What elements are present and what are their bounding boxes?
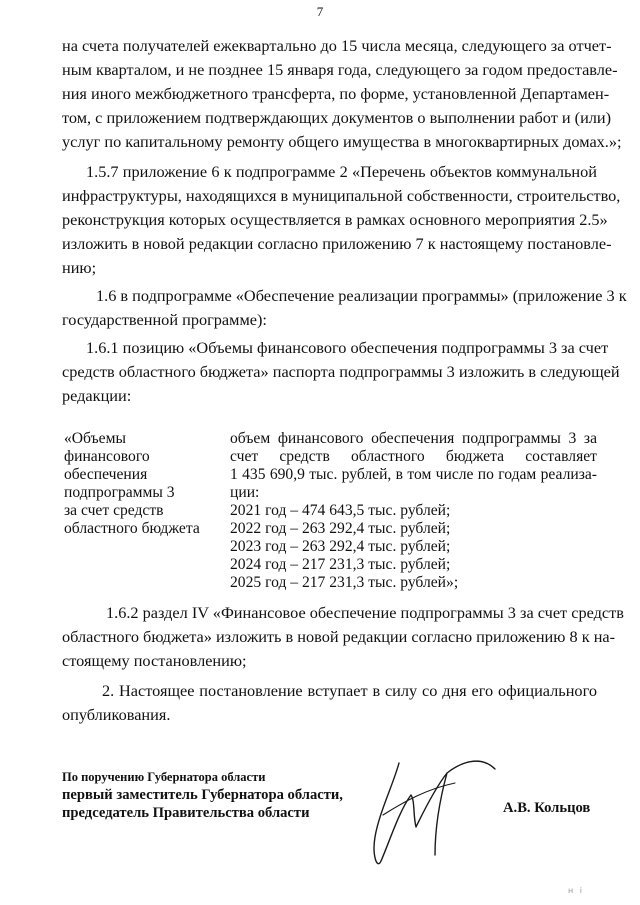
text-line: ния иного межбюджетного трансферта, по форме, установленной Департамен-: [62, 84, 610, 103]
text-line: областного бюджета» изложить в новой редакции согласно приложению 8 к на-: [62, 627, 616, 646]
text-line: ным кварталом, и не позднее 15 января года, следующего за годом предоставле-: [62, 60, 618, 79]
passport-value: [230, 430, 597, 592]
text-line: на счета получателей ежеквартально до 15 числа месяца, следующего за отчет-: [62, 36, 612, 55]
body-text: [62, 34, 627, 408]
paragraph-2: [62, 679, 597, 727]
paragraph-1-6: [62, 284, 627, 332]
value-line: 2023 год – 263 292,4 тыс. рублей;: [230, 538, 451, 555]
label-line: финансового: [64, 448, 150, 465]
tail-text: [62, 601, 624, 727]
paragraph-1-6-1: [62, 336, 620, 408]
text-line: 2. Настоящее постановление вступает в силу со дня его официального: [102, 681, 597, 700]
value-line: ции:: [230, 484, 260, 501]
text-line: средств областного бюджета» паспорта подпрограммы 3 изложить в следующей: [62, 362, 620, 381]
text-line: 1.6 в подпрограмме «Обеспечение реализации программы» (приложение 3 к: [96, 286, 627, 305]
value-line: 2025 год – 217 231,3 тыс. рублей»;: [230, 574, 459, 591]
signature-block: [62, 768, 362, 822]
text-line: нию;: [62, 258, 97, 277]
page-number: 7: [316, 4, 324, 19]
value-line: 1 435 690,9 тыс. рублей, в том числе по годам реализа-: [230, 466, 597, 483]
text-line: 1.6.2 раздел IV «Финансовое обеспечение подпрограммы 3 за счет средств: [106, 603, 624, 622]
value-line: 2022 год – 263 292,4 тыс. рублей;: [230, 520, 451, 537]
text-line: инфраструктуры, находящихся в муниципальной собственности, строительство,: [62, 186, 621, 205]
paragraph-1-5-7: [62, 160, 621, 280]
text-line: редакции:: [62, 386, 132, 405]
label-line: «Объемы: [64, 430, 126, 447]
text-line: стоящему постановлению;: [62, 651, 247, 670]
signer-name: А.В. Кольцов: [503, 800, 591, 816]
value-line: 2021 год – 474 643,5 тыс. рублей;: [230, 502, 451, 519]
handwritten-signature: [355, 755, 505, 875]
label-line: за счет средств: [64, 502, 164, 519]
text-line: услуг по капитальному ремонту общего имущества в многоквартирных домах.»;: [62, 132, 622, 151]
passport-label: [64, 430, 224, 538]
text-line: 1.5.7 приложение 6 к подпрограмме 2 «Перечень объектов коммунальной: [86, 162, 597, 181]
text-line: изложить в новой редакции согласно приложению 7 к настоящему постановле-: [62, 234, 612, 253]
text-line: том, с приложением подтверждающих документов о выполнении работ и (или): [62, 108, 612, 127]
signatory-position: первый заместитель Губернатора области,: [62, 787, 343, 803]
paragraph-1-6-2: [62, 601, 624, 673]
signatory-position: председатель Правительства области: [62, 805, 310, 821]
footer-mark: н і: [568, 886, 584, 895]
signature-authority: По поручению Губернатора области: [62, 770, 266, 784]
value-line: 2024 год – 217 231,3 тыс. рублей;: [230, 556, 451, 573]
text-line: государственной программе):: [62, 310, 267, 329]
text-line: опубликования.: [62, 705, 171, 724]
label-line: областного бюджета: [64, 520, 200, 537]
label-line: подпрограммы 3: [64, 484, 175, 501]
value-line: объем финансового обеспечения подпрограммы 3 за: [230, 430, 597, 447]
label-line: обеспечения: [64, 466, 148, 483]
text-line: реконструкция которых осуществляется в рамках основного мероприятия 2.5»: [62, 210, 608, 229]
text-line: 1.6.1 позицию «Объемы финансового обеспечения подпрограммы 3 за счет: [86, 338, 609, 357]
paragraph-continuation: [62, 34, 622, 154]
value-line: счет средств областного бюджета составляет: [230, 448, 597, 465]
